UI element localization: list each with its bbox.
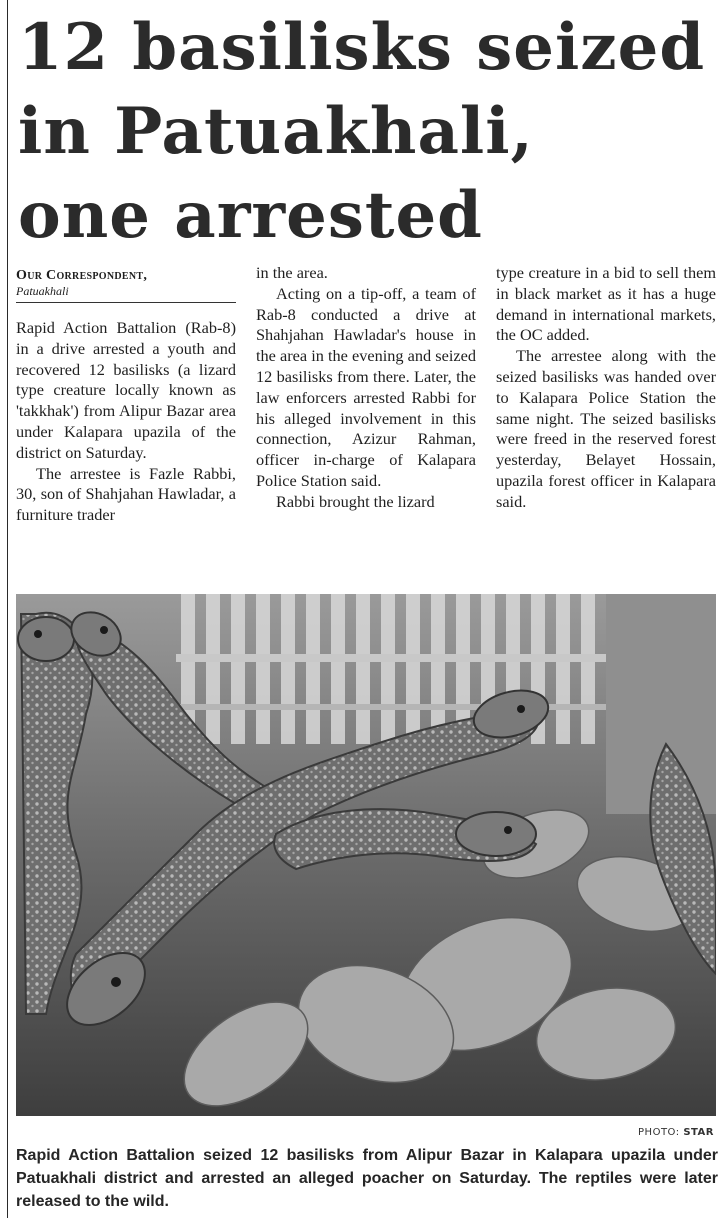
headline-line-3: one arrested [18,178,483,253]
body-paragraph: Acting on a tip-off, a team of Rab-8 conducted a drive at Shahjahan Hawladar's house in the area in the evening and seized 12 basilisks from there. Later, the law enforcers arrested Rabbi for his alleged involvement in this connection, Azizur Rahman, officer in-charge of Kalapara Police Station said. [256,283,476,490]
headline-line-1: 12 basilisks seized [18,10,706,85]
byline-place: Patuakhali [16,284,69,298]
body-paragraph: type creature in a bid to sell them in black market as it has a huge demand in international markets, the OC added. [496,263,716,345]
body-paragraph: Rabbi brought the lizard [276,491,435,511]
body-column-3 [496,263,716,513]
body-column-1 [16,318,236,526]
photo-credit-source: STAR [683,1127,714,1138]
body-paragraph: Rapid Action Battalion (Rab-8) in a drive arrested a youth and recovered 12 basilisks (a lizard type creature locally known as 'takkhak') from Alipur Bazar area under Kalapara upazila of the district on Saturday. [16,318,236,462]
byline-name: Our Correspondent, [16,268,148,283]
headline [18,6,718,258]
photo-caption: Rapid Action Battalion seized 12 basilisks from Alipur Bazar in Kalapara upazila under Patuakhali district and arrested an alleged poacher on Saturday. The reptiles were later released to the wild. [16,1147,718,1210]
body-column-2 [256,263,476,513]
byline [16,268,236,303]
news-photo [16,594,716,1116]
photo-lizards-in-crate [16,594,716,1116]
photo-credit [638,1127,714,1138]
body-paragraph: The arrestee along with the seized basilisks was handed over to Kalapara Police Station the same night. The seized basilisks were freed in the reserved forest yesterday, Belayet Hossain, upazila forest officer in Kalapara said. [496,346,716,511]
body-paragraph: The arrestee is Fazle Rabbi, 30, son of Shahjahan Hawladar, a furniture trader [16,463,236,525]
headline-line-2: in Patuakhali, [18,94,534,169]
body-paragraph: in the area. [256,263,328,282]
photo-credit-label: PHOTO: [638,1127,680,1138]
page-left-rule [7,0,8,1218]
